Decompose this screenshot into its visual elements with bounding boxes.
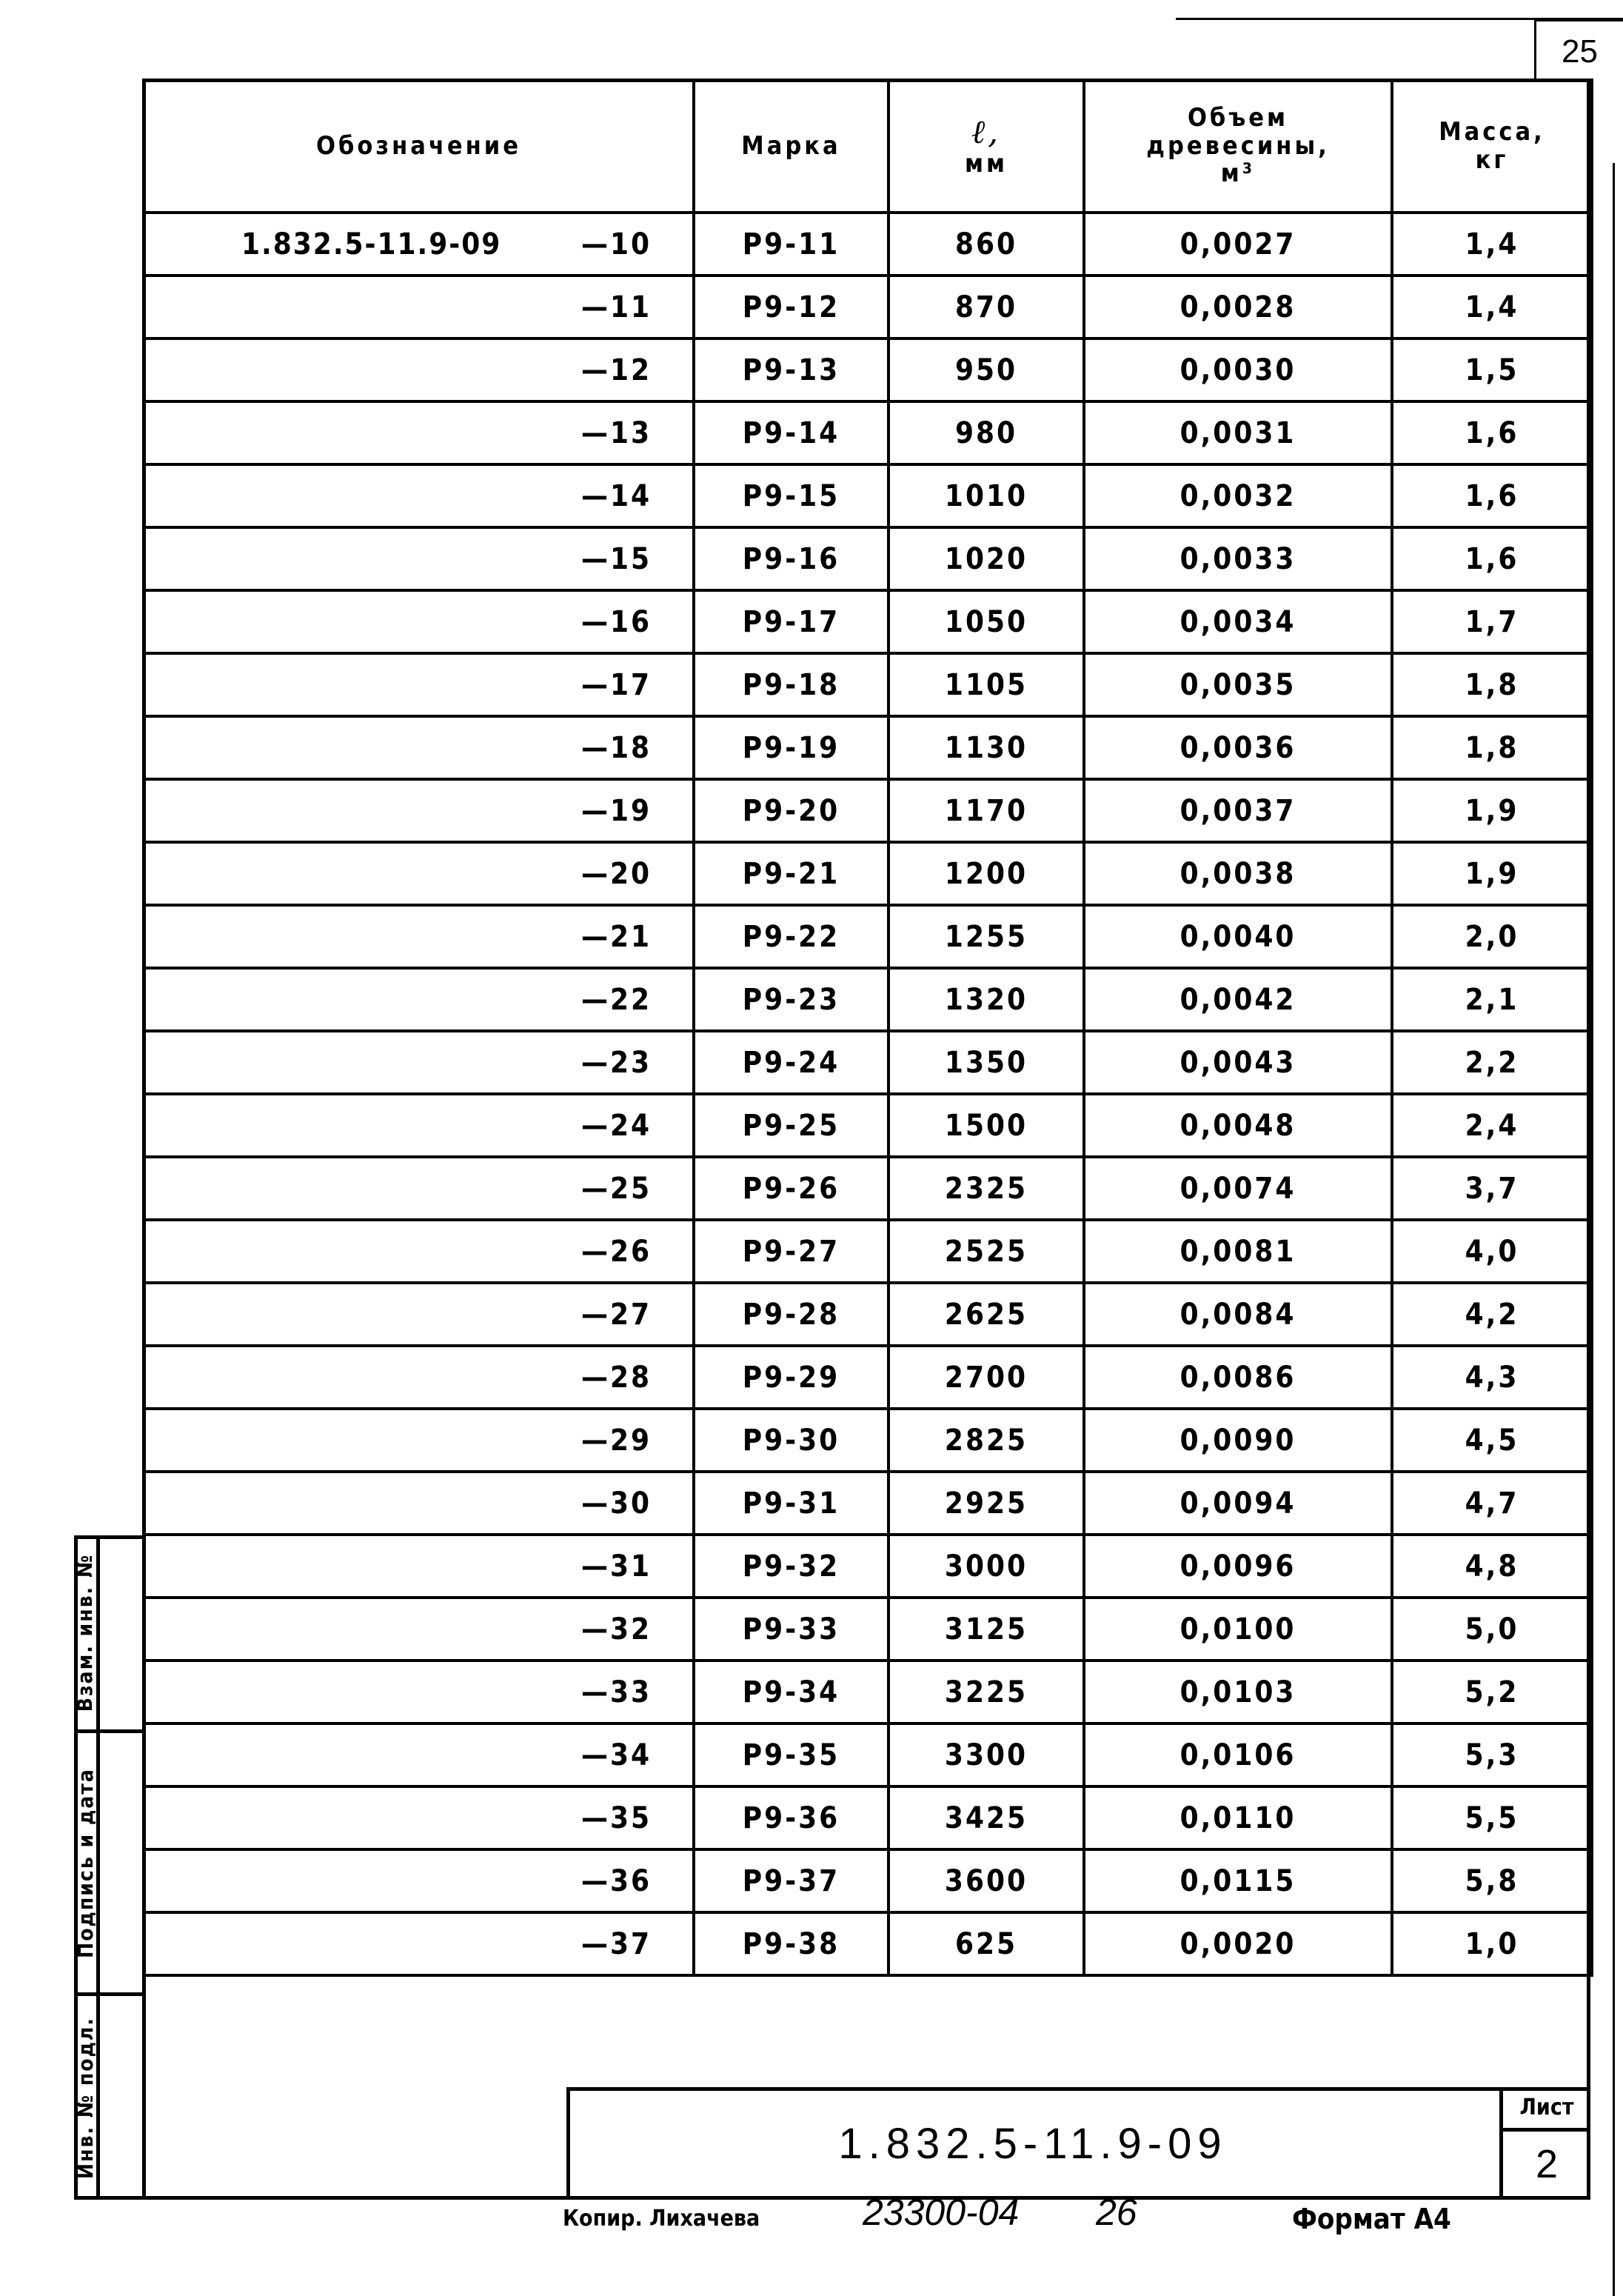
designation-cell <box>144 401 694 464</box>
mass-cell: 5,3 <box>1392 1723 1592 1786</box>
designation-cell <box>144 1346 694 1409</box>
stamp-original-inv <box>74 1996 96 2200</box>
designation-suffix: —21 <box>581 919 652 954</box>
mass-cell: 1,9 <box>1392 842 1592 905</box>
volume-cell: 0,0036 <box>1084 716 1392 779</box>
designation-suffix: —26 <box>581 1234 652 1269</box>
table-row <box>144 905 1592 968</box>
volume-cell: 0,0030 <box>1084 338 1392 401</box>
mark-cell: Р9-31 <box>694 1472 889 1535</box>
specification-table <box>142 79 1593 1977</box>
designation-cell <box>144 1220 694 1283</box>
mass-cell: 3,7 <box>1392 1157 1592 1220</box>
mark-cell: Р9-33 <box>694 1598 889 1661</box>
stamp-replaced-inv-label: Взам. инв. № <box>73 1553 98 1712</box>
volume-cell: 0,0042 <box>1084 968 1392 1031</box>
mass-cell: 1,6 <box>1392 464 1592 527</box>
mass-cell: 1,0 <box>1392 1912 1592 1975</box>
header-volume-unit: м³ <box>1220 158 1256 189</box>
mass-cell: 2,4 <box>1392 1094 1592 1157</box>
mark-cell: Р9-16 <box>694 527 889 590</box>
designation-cell <box>144 527 694 590</box>
table-row <box>144 1094 1592 1157</box>
volume-cell: 0,0032 <box>1084 464 1392 527</box>
mark-cell: Р9-35 <box>694 1723 889 1786</box>
designation-cell <box>144 653 694 716</box>
volume-cell: 0,0040 <box>1084 905 1392 968</box>
table-row <box>144 590 1592 653</box>
designation-cell <box>144 1094 694 1157</box>
designation-cell <box>144 1283 694 1346</box>
header-volume-line2: древесины, <box>1146 130 1330 161</box>
designation-cell <box>144 213 694 276</box>
format-label: Формат А4 <box>1292 2203 1451 2235</box>
mark-cell: Р9-26 <box>694 1157 889 1220</box>
designation-cell <box>144 1157 694 1220</box>
designation-cell <box>144 905 694 968</box>
table-row <box>144 1661 1592 1723</box>
length-cell: 1050 <box>889 590 1084 653</box>
table-row <box>144 338 1592 401</box>
designation-suffix: —20 <box>581 856 652 891</box>
mark-cell: Р9-21 <box>694 842 889 905</box>
table-row <box>144 213 1592 276</box>
mass-cell: 4,8 <box>1392 1535 1592 1598</box>
mass-cell: 1,4 <box>1392 213 1592 276</box>
volume-cell: 0,0020 <box>1084 1912 1392 1975</box>
mass-cell: 1,6 <box>1392 527 1592 590</box>
length-cell: 3600 <box>889 1849 1084 1912</box>
designation-suffix: —30 <box>581 1486 652 1521</box>
length-cell: 625 <box>889 1912 1084 1975</box>
table-row <box>144 401 1592 464</box>
mark-cell: Р9-19 <box>694 716 889 779</box>
length-cell: 1130 <box>889 716 1084 779</box>
mass-cell: 2,1 <box>1392 968 1592 1031</box>
designation-cell <box>144 276 694 338</box>
mark-cell: Р9-30 <box>694 1409 889 1472</box>
table-row <box>144 1157 1592 1220</box>
table-row <box>144 1912 1592 1975</box>
table-row <box>144 1283 1592 1346</box>
designation-suffix: —36 <box>581 1863 652 1898</box>
length-cell: 1320 <box>889 968 1084 1031</box>
designation-cell <box>144 716 694 779</box>
designation-cell <box>144 338 694 401</box>
designation-suffix: —12 <box>581 353 652 387</box>
mass-cell: 4,7 <box>1392 1472 1592 1535</box>
designation-cell <box>144 1031 694 1094</box>
mass-cell: 4,5 <box>1392 1409 1592 1472</box>
designation-cell <box>144 842 694 905</box>
volume-cell: 0,0038 <box>1084 842 1392 905</box>
stamp-replaced-inv <box>74 1535 96 1729</box>
designation-suffix: —33 <box>581 1675 652 1709</box>
mass-cell: 5,5 <box>1392 1786 1592 1849</box>
table-row <box>144 464 1592 527</box>
table-row <box>144 842 1592 905</box>
designation-cell <box>144 779 694 842</box>
length-cell: 3300 <box>889 1723 1084 1786</box>
designation-suffix: —17 <box>581 667 652 702</box>
designation-suffix: —31 <box>581 1549 652 1583</box>
mark-cell: Р9-27 <box>694 1220 889 1283</box>
mass-cell: 4,3 <box>1392 1346 1592 1409</box>
header-designation <box>144 80 694 213</box>
sheet-number: 2 <box>1499 2128 1590 2200</box>
mark-cell: Р9-38 <box>694 1912 889 1975</box>
length-cell: 2325 <box>889 1157 1084 1220</box>
volume-cell: 0,0103 <box>1084 1661 1392 1723</box>
length-cell: 860 <box>889 213 1084 276</box>
mass-cell: 1,6 <box>1392 401 1592 464</box>
table-row <box>144 1598 1592 1661</box>
length-cell: 2525 <box>889 1220 1084 1283</box>
designation-suffix: —24 <box>581 1108 652 1143</box>
copied-by: Копир. Лихачева <box>563 2206 760 2232</box>
volume-cell: 0,0110 <box>1084 1786 1392 1849</box>
table-row <box>144 1409 1592 1472</box>
mark-cell: Р9-29 <box>694 1346 889 1409</box>
volume-cell: 0,0106 <box>1084 1723 1392 1786</box>
length-cell: 1255 <box>889 905 1084 968</box>
volume-cell: 0,0096 <box>1084 1535 1392 1598</box>
header-mark-label: Марка <box>741 130 841 161</box>
designation-suffix: —28 <box>581 1360 652 1395</box>
volume-cell: 0,0035 <box>1084 653 1392 716</box>
table-row <box>144 1031 1592 1094</box>
length-cell: 2925 <box>889 1472 1084 1535</box>
volume-cell: 0,0043 <box>1084 1031 1392 1094</box>
volume-cell: 0,0028 <box>1084 276 1392 338</box>
designation-base: 1.832.5-11.9-09 <box>241 227 502 261</box>
designation-suffix: —37 <box>581 1926 652 1961</box>
header-mass <box>1392 80 1592 213</box>
stamp-signature-date <box>74 1733 96 1992</box>
length-cell: 1020 <box>889 527 1084 590</box>
designation-suffix: —29 <box>581 1423 652 1458</box>
length-cell: 1350 <box>889 1031 1084 1094</box>
length-cell: 3125 <box>889 1598 1084 1661</box>
mark-cell: Р9-25 <box>694 1094 889 1157</box>
table-row <box>144 716 1592 779</box>
designation-cell <box>144 968 694 1031</box>
length-cell: 950 <box>889 338 1084 401</box>
mark-cell: Р9-22 <box>694 905 889 968</box>
designation-suffix: —14 <box>581 478 652 513</box>
mark-cell: Р9-28 <box>694 1283 889 1346</box>
volume-cell: 0,0100 <box>1084 1598 1392 1661</box>
mark-cell: Р9-32 <box>694 1535 889 1598</box>
designation-suffix: —15 <box>581 541 652 576</box>
volume-cell: 0,0033 <box>1084 527 1392 590</box>
designation-suffix: —27 <box>581 1297 652 1332</box>
volume-cell: 0,0084 <box>1084 1283 1392 1346</box>
mass-cell: 1,9 <box>1392 779 1592 842</box>
mass-cell: 1,8 <box>1392 716 1592 779</box>
volume-cell: 0,0034 <box>1084 590 1392 653</box>
table-row <box>144 1849 1592 1912</box>
table-row <box>144 1472 1592 1535</box>
header-mark <box>694 80 889 213</box>
right-edge-rule <box>1613 163 1615 2296</box>
length-cell: 1170 <box>889 779 1084 842</box>
mark-cell: Р9-15 <box>694 464 889 527</box>
volume-cell: 0,0074 <box>1084 1157 1392 1220</box>
order-number: 23300-04 <box>863 2192 1020 2233</box>
length-cell: 1105 <box>889 653 1084 716</box>
mark-cell: Р9-17 <box>694 590 889 653</box>
designation-cell <box>144 1661 694 1723</box>
length-cell: 980 <box>889 401 1084 464</box>
mark-cell: Р9-23 <box>694 968 889 1031</box>
table-row <box>144 968 1592 1031</box>
header-length-symbol: ℓ, <box>971 113 1002 151</box>
mass-cell: 1,8 <box>1392 653 1592 716</box>
table-row <box>144 1346 1592 1409</box>
designation-suffix: —10 <box>581 227 652 261</box>
designation-suffix: —16 <box>581 604 652 639</box>
length-cell: 1200 <box>889 842 1084 905</box>
length-cell: 2825 <box>889 1409 1084 1472</box>
mass-cell: 1,5 <box>1392 338 1592 401</box>
designation-cell <box>144 1535 694 1598</box>
mass-cell: 1,7 <box>1392 590 1592 653</box>
volume-cell: 0,0086 <box>1084 1346 1392 1409</box>
designation-suffix: —11 <box>581 290 652 324</box>
table-row <box>144 1220 1592 1283</box>
mass-cell: 2,2 <box>1392 1031 1592 1094</box>
length-cell: 1010 <box>889 464 1084 527</box>
mark-cell: Р9-13 <box>694 338 889 401</box>
volume-cell: 0,0081 <box>1084 1220 1392 1283</box>
mass-cell: 1,4 <box>1392 276 1592 338</box>
designation-suffix: —13 <box>581 416 652 450</box>
designation-cell <box>144 464 694 527</box>
length-cell: 3225 <box>889 1661 1084 1723</box>
header-mass-line1: Масса, <box>1439 117 1545 147</box>
volume-cell: 0,0115 <box>1084 1849 1392 1912</box>
table-row <box>144 527 1592 590</box>
length-cell: 2625 <box>889 1283 1084 1346</box>
length-cell: 2700 <box>889 1346 1084 1409</box>
designation-suffix: —25 <box>581 1171 652 1206</box>
table-header-row <box>144 80 1592 213</box>
designation-cell <box>144 1409 694 1472</box>
mass-cell: 5,2 <box>1392 1661 1592 1723</box>
header-designation-label: Обозначение <box>315 130 521 161</box>
designation-suffix: —34 <box>581 1738 652 1772</box>
mark-cell: Р9-24 <box>694 1031 889 1094</box>
designation-cell <box>144 590 694 653</box>
table-row <box>144 653 1592 716</box>
designation-cell <box>144 1912 694 1975</box>
header-length <box>889 80 1084 213</box>
mark-cell: Р9-34 <box>694 1661 889 1723</box>
designation-cell <box>144 1723 694 1786</box>
volume-cell: 0,0031 <box>1084 401 1392 464</box>
sheet-label: Лист <box>1499 2087 1590 2132</box>
volume-cell: 0,0094 <box>1084 1472 1392 1535</box>
designation-cell <box>144 1849 694 1912</box>
designation-cell <box>144 1786 694 1849</box>
header-volume <box>1084 80 1392 213</box>
empty-cell <box>144 1975 1592 1977</box>
table-row <box>144 1535 1592 1598</box>
length-cell: 1500 <box>889 1094 1084 1157</box>
table-row <box>144 779 1592 842</box>
empty-row <box>144 1975 1592 1977</box>
mass-cell: 5,8 <box>1392 1849 1592 1912</box>
length-cell: 3425 <box>889 1786 1084 1849</box>
document-code: 1.832.5-11.9-09 <box>838 2119 1228 2168</box>
mark-cell: Р9-36 <box>694 1786 889 1849</box>
designation-suffix: —32 <box>581 1612 652 1646</box>
mass-cell: 2,0 <box>1392 905 1592 968</box>
stamp-original-inv-label: Инв. № подл. <box>73 2017 98 2179</box>
designation-suffix: —23 <box>581 1045 652 1080</box>
designation-suffix: —19 <box>581 793 652 828</box>
length-cell: 3000 <box>889 1535 1084 1598</box>
volume-cell: 0,0090 <box>1084 1409 1392 1472</box>
mark-cell: Р9-14 <box>694 401 889 464</box>
mass-cell: 4,0 <box>1392 1220 1592 1283</box>
header-mass-unit: кг <box>1475 144 1509 175</box>
mark-cell: Р9-12 <box>694 276 889 338</box>
designation-cell <box>144 1472 694 1535</box>
mark-cell: Р9-18 <box>694 653 889 716</box>
order-page: 26 <box>1096 2192 1137 2233</box>
mark-cell: Р9-37 <box>694 1849 889 1912</box>
mark-cell: Р9-11 <box>694 213 889 276</box>
header-volume-line1: Объем <box>1187 103 1289 133</box>
designation-suffix: —35 <box>581 1801 652 1835</box>
table-row <box>144 1723 1592 1786</box>
stamp-signature-date-label: Подпись и дата <box>73 1767 98 1958</box>
designation-suffix: —18 <box>581 730 652 765</box>
length-cell: 870 <box>889 276 1084 338</box>
volume-cell: 0,0048 <box>1084 1094 1392 1157</box>
designation-cell <box>144 1598 694 1661</box>
page-number: 25 <box>1534 19 1623 81</box>
table-row <box>144 276 1592 338</box>
table-row <box>144 1786 1592 1849</box>
designation-suffix: —22 <box>581 982 652 1017</box>
header-length-unit: мм <box>964 149 1008 178</box>
volume-cell: 0,0037 <box>1084 779 1392 842</box>
mass-cell: 5,0 <box>1392 1598 1592 1661</box>
mass-cell: 4,2 <box>1392 1283 1592 1346</box>
mark-cell: Р9-20 <box>694 779 889 842</box>
volume-cell: 0,0027 <box>1084 213 1392 276</box>
